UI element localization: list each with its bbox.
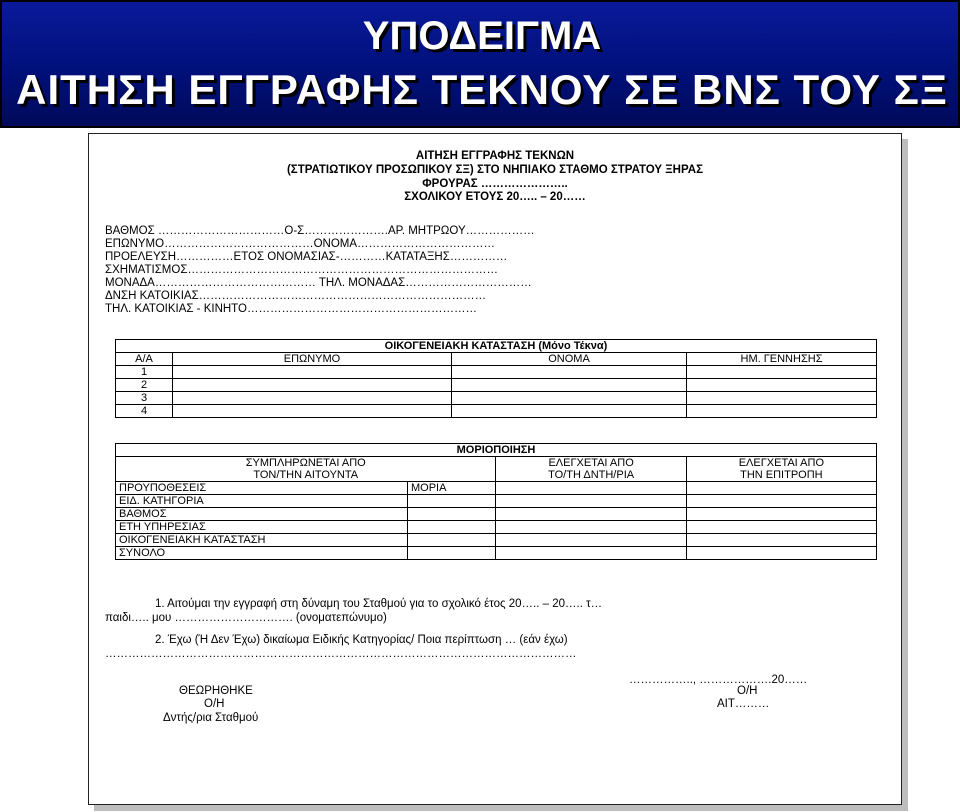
scoring-row-label: ΕΙΔ. ΚΑΤΗΓΟΡΙΑ (116, 495, 408, 508)
form-heading-unit: (ΣΤΡΑΤΙΩΤΙΚΟΥ ΠΡΟΣΩΠΙΚΟΥ ΣΞ) ΣΤΟ ΝΗΠΙΑΚΟ ΣΤΑΘΜΟ ΣΤΡΑΤΟΥ ΞΗΡΑΣ (286, 164, 704, 176)
family-header-name: ΟΝΟΜΑ (452, 353, 687, 366)
family-row-number: 1 (116, 366, 173, 379)
field-rank: ΒΑΘΜΟΣ ……………………………Ο-Σ………………….ΑΡ. ΜΗΤΡΩΟΥ……………… (105, 225, 535, 237)
scoring-row-label: ΟΙΚΟΓΕΝΕΙΑΚΗ ΚΑΤΑΣΤΑΣΗ (116, 534, 408, 547)
table-row (116, 405, 877, 418)
family-table-title: ΟΙΚΟΓΕΝΕΙΑΚΗ ΚΑΤΑΣΤΑΣΗ (Μόνο Τέκνα) (116, 340, 877, 353)
category-dotted-line: …………………………………………………………………………………………………………… (105, 648, 577, 660)
date-line: …………….., ……………….20…… (629, 674, 808, 686)
field-phone: ΤΗΛ. ΚΑΤΟΙΚΙΑΣ - ΚΙΝΗΤΟ…………………………………………………… (105, 303, 477, 315)
scoring-points-header: ΜΟΡΙΑ (407, 482, 496, 495)
director-label: Δντής/ρια Σταθμού (163, 712, 259, 724)
family-table (115, 339, 877, 418)
scoring-col-director (496, 457, 686, 482)
table-row (116, 521, 877, 534)
field-origin: ΠΡΟΕΛΕΥΣΗ……………ΕΤΟΣ ΟΝΟΜΑΣΙΑΣ-…………ΚΑΤΑΤΑΞΗΣ…………… (105, 251, 508, 263)
field-unit: ΜΟΝΑΔΑ…………………………………… ΤΗΛ. ΜΟΝΑΔΑΣ…………………………… (105, 277, 532, 289)
family-header-no: Α/Α (116, 353, 173, 366)
field-formation: ΣΧΗΜΑΤΙΣΜΟΣ……………………………………………………………………… (105, 264, 498, 276)
reviewer-oh-label: Ο/Η (204, 698, 225, 710)
scoring-col-committee (686, 457, 876, 482)
scoring-row-label: ΒΑΘΜΟΣ (116, 508, 408, 521)
scoring-col-applicant-line2: ΤΟΝ/ΤΗΝ ΑΙΤΟΥΝΤΑ (116, 469, 496, 482)
banner-title: ΥΠΟΔΕΙΓΜΑ (362, 14, 602, 58)
scoring-prereq-header: ΠΡΟΥΠΟΘΕΣΕΙΣ (116, 482, 408, 495)
scoring-col-director-line1: ΕΛΕΓΧΕΤΑΙ ΑΠΟ (548, 457, 634, 469)
family-header-surname: ΕΠΩΝΥΜΟ (173, 353, 452, 366)
family-row-number: 3 (116, 392, 173, 405)
scoring-row-label: ΣΥΝΟΛΟ (116, 547, 408, 560)
table-row (116, 508, 877, 521)
scoring-col-committee-line1: ΕΛΕΓΧΕΤΑΙ ΑΠΟ (738, 457, 825, 469)
scoring-row-label: ΕΤΗ ΥΠΗΡΕΣΙΑΣ (116, 521, 408, 534)
table-row (116, 392, 877, 405)
form-heading: ΑΙΤΗΣΗ ΕΓΓΡΑΦΗΣ ΤΕΚΝΩΝ (415, 150, 575, 162)
banner-subtitle: ΑΙΤΗΣΗ ΕΓΓΡΑΦΗΣ ΤΕΚΝΟΥ ΣΕ ΒΝΣ ΤΟΥ ΣΞ (16, 66, 948, 113)
family-header-birthdate: ΗΜ. ΓΕΝΝΗΣΗΣ (687, 353, 877, 366)
scoring-table-title: ΜΟΡΙΟΠΟΙΗΣΗ (116, 444, 877, 457)
scoring-col-committee-line2: ΤΗΝ ΕΠΙΤΡΟΠΗ (740, 469, 823, 481)
family-row-number: 2 (116, 379, 173, 392)
field-address: ΔΝΣΗ ΚΑΤΟΙΚΙΑΣ………………………………………………………………… (105, 290, 487, 302)
table-row (116, 534, 877, 547)
table-row (116, 495, 877, 508)
application-form-page (88, 133, 902, 805)
reviewed-label: ΘΕΩΡΗΘΗΚΕ (179, 685, 253, 697)
field-surname: ΕΠΩΝΥΜΟ…………………………………ΟΝΟΜΑ……………………………… (105, 238, 496, 250)
table-row (116, 547, 877, 560)
scoring-col-applicant: ΣΥΜΠΛΗΡΩΝΕΤΑΙ ΑΠΟ (116, 457, 496, 470)
request-paragraph-cont: παιδι….. μου …………………………. (ονοματεπώνυμο) (105, 612, 387, 624)
form-heading-year: ΣΧΟΛΙΚΟΥ ΕΤΟΥΣ 20….. – 20…… (404, 191, 586, 203)
title-banner (0, 0, 960, 128)
scoring-col-director-line2: ΤΟ/ΤΗ ΔΝΤΗ/ΡΙΑ (548, 469, 635, 481)
applicant-signature-line: ΑΙΤ……… (717, 698, 770, 710)
request-paragraph: 1. Αιτούμαι την εγγραφή στη δύναμη του Σταθμού για το σχολικό έτος 20….. – 20….. τ… (155, 598, 603, 610)
form-heading-garrison: ΦΡΟΥΡΑΣ ………………….. (422, 178, 568, 190)
scoring-table (115, 443, 877, 560)
family-row-number: 4 (116, 405, 173, 418)
category-paragraph: 2. Έχω (Ή Δεν Έχω) δικαίωμα Ειδικής Κατηγορίας/ Ποια περίπτωση … (εάν έχω) (155, 634, 568, 646)
table-row (116, 379, 877, 392)
applicant-oh-label: Ο/Η (737, 685, 758, 697)
table-row (116, 366, 877, 379)
